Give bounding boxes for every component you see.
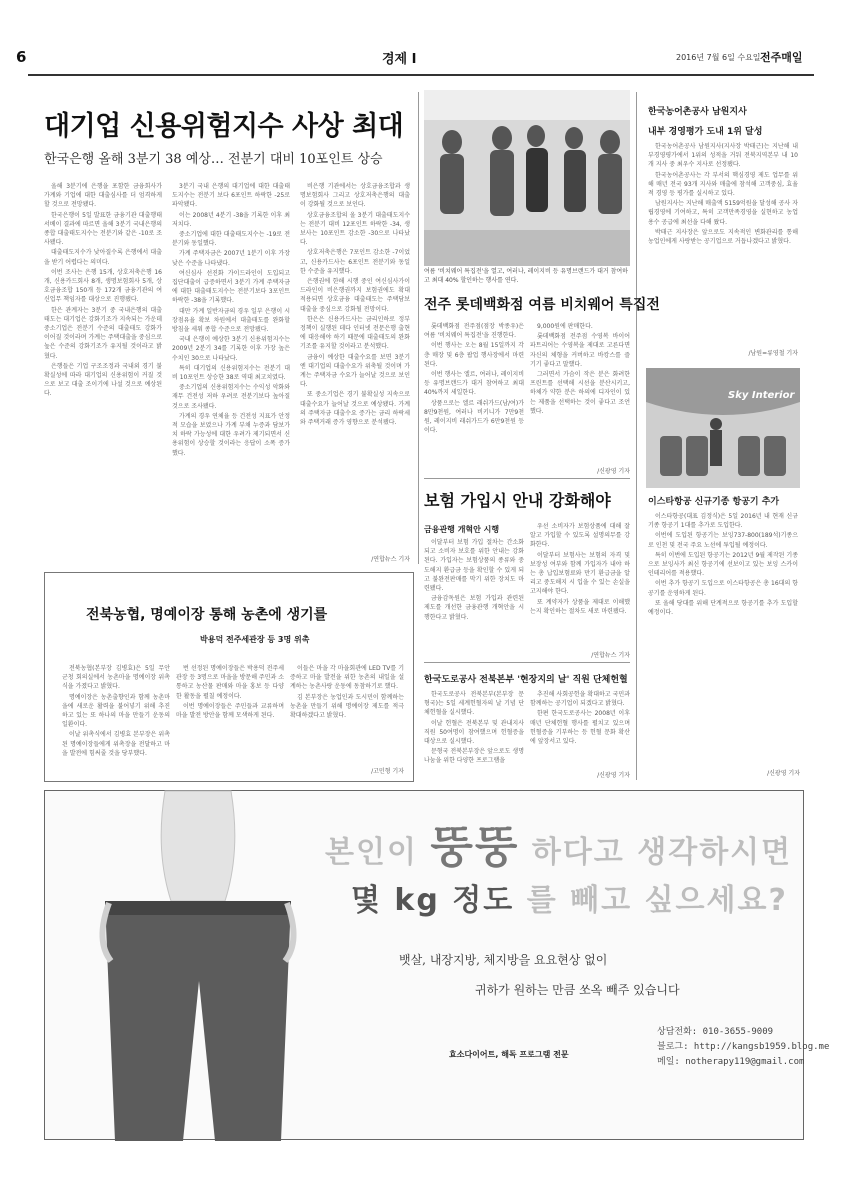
ad-headline-1: 본인이 뚱뚱 하다고 생각하시면 — [325, 822, 793, 873]
lead-byline: /연합뉴스 기자 — [371, 556, 410, 563]
ad-headline-2: 몇 kg 정도 를 빼고 싶으세요? — [351, 883, 788, 918]
swimwear-photo-caption: 여름 '비치웨어 특집전'을 열고, 여러나, 레이지비 등 유명브랜드가 대거 참여하고 최대 40% 할인하는 행사를 연다. — [424, 268, 628, 284]
expressway-headline: 한국도로공사 전북본부 '현장지의 날' 직원 단체헌혈 — [424, 675, 628, 685]
nonghyup-byline: /고민형 기자 — [371, 768, 404, 775]
insurance-column-2: 우선 소비자가 보험상품에 대해 잘 알고 가입할 수 있도록 설명의무를 강화한다. 이달부터 보험사는 보험의 자격 및 보장성 여부와 함께 가입자가 내야 하는 총 납입보험료와 만기 환급금을 알리고 중도해지 시 입을 수 있는 손실을 고지해야 한다. 또 계약자가 상품을 제대로 이해했는지 확인하는 절차도 새로 마련됐다. — [530, 523, 630, 615]
krc-byline: /남원=류영철 기자 — [748, 350, 798, 357]
eastar-body: 이스타항공(대표 김정식)은 5일 2016년 내 현재 신규기종 항공기 1대를 추가로 도입한다. 이번에 도입된 항공기는 보잉737-800(189석)기종으로 인천 및 전국 주요 노선에 투입될 예정이다. 특히 이번에 도입된 항공기는 2012년 9월 제작된 기종으로 보잉사가 최신 항공기에 선보이고 있는 보잉 스카이 인테리어를 적용했다. 이번 추가 항공기 도입으로 이스타항공은 총 16대의 항공기를 운영하게 된다. 또 올해 당대를 위해 단계적으로 항공기를 추가 도입할 예정이다. — [648, 513, 798, 617]
lead-column-2: 3분기 국내 은행의 대기업에 대한 대출태도지수는 전분기 보다 6포인트 하락한 -25로 파악됐다. 이는 2008년 4분기 -38을 기록한 이후 최저치다. 중소기업에 대한 대출태도지수는 -19로 전분기와 동일했다. 가계 주택자금은 2007년 1분기 이후 가장 낮은 수준을 나타냈다. 여신심사 선진화 가이드라인이 도입되고 집단대출이 급증하면서 3분기 가계 주택자금에 대한 대출태도지수는 전분기보다 3포인트 하락한 -38을 기록했다. 대만 가계 일반자금의 경우 일부 은행이 시장점유율 확보 차원에서 대출태도를 완화할 방침을 세워 종합 수준으로 전망됐다. 국내 은행이 예상한 3분기 신용위험지수는 2009년 2분기 34를 기록한 이후 가장 높은 수치인 30으로 나타났다. 특히 대기업의 신용위험지수는 전분기 대비 10포인트 상승한 38로 역대 최고치였다. 중소기업의 신용위험지수는 수익성 악화와 재무 건전성 저하 우려로 전분기보다 높아질 것으로 조사됐다. 가계의 경우 연체율 등 건전성 지표가 안정적 모습을 보였으나 가계 부채 누증과 담보가치 하락 가능성에 대한 우려가 제기되면서 신용위험이 상승할 것이라는 응답이 소폭 증가했다. — [172, 183, 290, 457]
krc-org: 한국농어촌공사 남원지사 — [648, 107, 747, 117]
lead-headline: 대기업 신용위험지수 사상 최대 — [44, 111, 404, 142]
column-divider-right — [636, 92, 637, 780]
krc-body: 한국농어촌공사 남원지사(지사장 박태근)는 지난해 내부경영평가에서 1위의 성적을 거둬 전북지역본부 내 10개 지사 중 최우수 지사로 선정됐다. 한국농어촌공사는 각 부서의 핵심경영 제도 업무를 위해 매년 전국 93개 지사와 매출에 참석해 고객중심, 효율적 경영 등 평가를 실시하고 있다. 남원지사는 지난해 매출액 5159억원을 달성해 공사 자립경영에 기여하고, 특히 고객만족경영을 실현하고 농업용수 공급에 최선을 다해 왔다. 박태근 지사장은 앞으로도 지속적인 변화관리를 통해 농업인에게 사랑받는 공기업으로 거듭나겠다고 밝혔다. — [648, 143, 798, 246]
lead-column-3: 비은행 기관에서는 상호금융조합과 생명보험회사 그리고 상호저축은행의 대출이 강화될 것으로 보인다. 상호금융조합의 올 3분기 대출태도지수는 전분기 대비 12포인트 하락한 -34, 생보사는 10포인트 감소한 -30으로 나타났다. 상호저축은행은 7포인트 감소한 -7이었고, 신용카드사는 6포인트 전분기와 동일한 수준을 유지했다. 은행권에 한해 시행 중인 여신심사가이드라인이 비은행권까지 보험권에도 확대 적용되면 상호금융 대출태도는 주택담보대출을 중심으로 강화될 전망이다. 한은은 신용카드사는 금리인하로 정부 정책이 실행된 데다 인터넷 전문은행 출현에 대응해야 하기 때문에 대출태도의 완화기조를 유지할 것이라고 분석했다. 금융이 예상한 대출수요를 보면 3분기엔 대기업의 대출수요가 위축될 것이며 가계는 주택자금 수요가 늘어날 것으로 보인다. 또 중소기업은 경기 불확실성 지속으로 대출수요가 늘어날 것으로 예상됐다. 가계의 주택자금 대출수요 증가는 금리 하락세와 주택거래 증가 영향으로 분석됐다. — [300, 183, 410, 427]
lead-subheadline: 한국은행 올해 3분기 38 예상… 전분기 대비 10포인트 상승 — [44, 152, 383, 167]
newspaper-name: 전주매일 — [760, 51, 803, 64]
lotte-byline: /신광영 기자 — [597, 468, 630, 475]
jeans-waist-illustration — [75, 791, 315, 1141]
nonghyup-column-1: 전북농협(본부장 김병효)은 5일 무안군청 회의실에서 농촌마을 명예이장 위촉식을 가졌다고 밝혔다. 명예이장은 농촌출향인과 함께 농촌마을에 새로운 활력을 불어넣기 위해 추진하고 있는 또 하나의 마을 만들기 운동의 일환이다. 이날 위촉식에서 김병효 본부장은 위촉된 명예이장들에게 위촉장을 전달하고 마을 발전에 힘써줄 것을 당부했다. — [62, 665, 170, 757]
sky-interior-label: Sky Interior — [728, 390, 795, 401]
expressway-column-2: 추진해 사회공헌을 확대하고 국민과 함께하는 공기업이 되겠다고 밝혔다. 한편 한국도로공사는 2008년 이후 매년 단체헌혈 행사를 펼치고 있으며 헌혈증을 기부하는 등 헌혈 문화 확산에 앞장서고 있다. — [530, 691, 630, 746]
ad-tagline-1: 뱃살, 내장지방, 체지방을 요요현상 없이 — [399, 953, 608, 967]
lotte-column-2: 9,000원에 판매한다. 롯데백화점 전주점 수영복 바이어 파트리어는 수영복을 제대로 고른다면 자신의 체형을 커버하고 바캉스를 즐기기 좋다고 말했다. 그러면서 가슴이 작은 분은 화려한 프린트를 선택해 시선을 분산시키고, 하체가 약한 분은 하의에 디자인이 있는 제품을 선택하는 것이 좋다고 조언했다. — [530, 323, 630, 415]
insurance-subhead: 금융관행 개혁안 시행 — [424, 525, 500, 534]
nonghyup-column-2: 번 선정된 명예이장들은 박용덕 전주세관장 등 3명으로 마을을 방문해 주민과 소통하고 농산물 판매와 마을 홍보 등 다양한 활동을 펼칠 예정이다. 이번 명예이장들은 주민들과 교류하며 마을 발전 방안을 함께 모색하게 된다. — [176, 665, 284, 720]
diet-advertisement — [44, 790, 830, 1140]
insurance-column-1: 이달부터 보험 가입 절차는 간소화되고 소비자 보호를 위한 안내는 강화된다. 가입자는 보험상품의 종류와 중도해지 환급금 등을 확인할 수 있게 되고 불완전판매를 막기 위한 장치도 마련됐다. 금융감독원은 보험 가입과 관련된 제도를 개선한 금융관행 개혁안을 시행한다고 밝혔다. — [424, 539, 524, 621]
ad-phone: 상담전화: 010-3655-9009 — [657, 1027, 774, 1037]
swimwear-photo — [424, 90, 630, 266]
section-name: 경제 I — [382, 52, 417, 67]
expressway-column-1: 한국도로공사 전북본부(본부장 문형국)는 5일 세계헌혈자의 날 기념 단체헌혈을 실시했다. 이날 헌혈은 전북본부 및 관내지사 직원 50여명이 참여했으며 헌혈증을 대상으로 실시했다. 문형국 전북본부장은 앞으로도 생명나눔을 위한 다양한 프로그램을 — [424, 691, 524, 765]
section-divider — [424, 478, 630, 479]
eastar-headline: 이스타항공 신규기종 항공기 추가 — [648, 497, 780, 507]
ad-contact-info — [657, 1025, 829, 1070]
nonghyup-subheadline: 박용덕 전주세관장 등 3명 위촉 — [200, 635, 310, 644]
page-number: 6 — [16, 48, 27, 66]
ad-brand: 효소다이어트, 해독 프로그램 전문 — [449, 1050, 569, 1059]
lotte-column-1: 롯데백화점 전주점(점장 박종우)은 여름 '비치웨어 특집전'을 진행한다. 이번 행사는 오는 8월 15일까지 각층 매장 및 6층 팝업 행사장에서 마련된다. 이번 행사는 엘르, 여러나, 레이지비 등 유명브랜드가 대거 참여하고 최대 40%까지 세일한다. 상품으로는 엘르 래쉬가드(남/여)가 8만9천원, 여러나 비키니가 7만9천원, 레이지비 래쉬가드가 6만9천원 등이다. — [424, 323, 524, 435]
lead-column-1: 올해 3분기에 은행을 포함한 금융회사가 가계와 기업에 대한 대출심사를 더 엄격하게 할 것으로 전망됐다. 한국은행이 5일 발표한 금융기관 대출행태서베이 결과에 따르면 올해 3분기 국내은행의 종합 대출태도지수는 전분기와 같은 -10로 조사됐다. 대출태도지수가 낮아질수록 은행에서 대출을 받기 어렵다는 의미다. 이번 조사는 은행 15개, 상호저축은행 16개, 신용카드회사 8개, 생명보험회사 5개, 상호금융조합 150개 등 172개 금융기관의 여신업무 책임자를 대상으로 진행됐다. 한은 관계자는 3분기 중 국내은행의 대출태도는 대기업은 강화기조가 지속되는 가운데 중소기업은 전분기 수준의 대출태도 강화가 이어질 것이라며 가계는 주택대출을 중심으로 높은 수준의 강화기조가 유지될 것이라고 밝혔다. 은행들은 기업 구조조정과 국내외 경기 불확실성에 따라 대기업의 신용위험이 커질 것으로 보고 대출 조이기에 나설 것으로 예상된다. — [44, 183, 162, 398]
section-divider-2 — [424, 662, 630, 663]
nonghyup-column-3: 이들은 마을 각 마을회관에 LED TV를 기증하고 마을 발전을 위한 농촌의 내일을 설계하는 농촌사랑 운동에 동참하기로 했다. 김 본부장은 농업인과 도시민이 함께하는 농촌을 만들기 위해 명예이장 제도를 적극 확대하겠다고 밝혔다. — [290, 665, 404, 720]
expressway-byline: /신광영 기자 — [597, 772, 630, 779]
aircraft-illustration — [646, 368, 800, 488]
column-divider — [418, 92, 419, 564]
lotte-headline: 전주 롯데백화점 여름 비치웨어 특집전 — [424, 297, 660, 313]
ad-email[interactable]: 메일: notherapy119@gmail.com — [657, 1057, 805, 1067]
ad-blog-link[interactable]: 블로그: http://kangsb1959.blog.me — [657, 1042, 830, 1052]
nonghyup-headline: 전북농협, 명예이장 통해 농촌에 생기를 — [86, 607, 328, 623]
ad-tagline-2: 귀하가 원하는 만큼 쏘옥 빼주 있습니다 — [475, 983, 680, 997]
swimwear-illustration — [424, 90, 630, 266]
insurance-byline: /연합뉴스 기자 — [591, 652, 630, 659]
krc-headline: 내부 경영평가 도내 1위 달성 — [648, 127, 763, 137]
eastar-byline: /신광영 기자 — [767, 770, 800, 777]
insurance-headline: 보험 가입시 안내 강화해야 — [424, 491, 611, 510]
aircraft-interior-photo — [646, 368, 800, 488]
issue-date: 2016년 7월 6일 수요일 — [676, 53, 761, 62]
